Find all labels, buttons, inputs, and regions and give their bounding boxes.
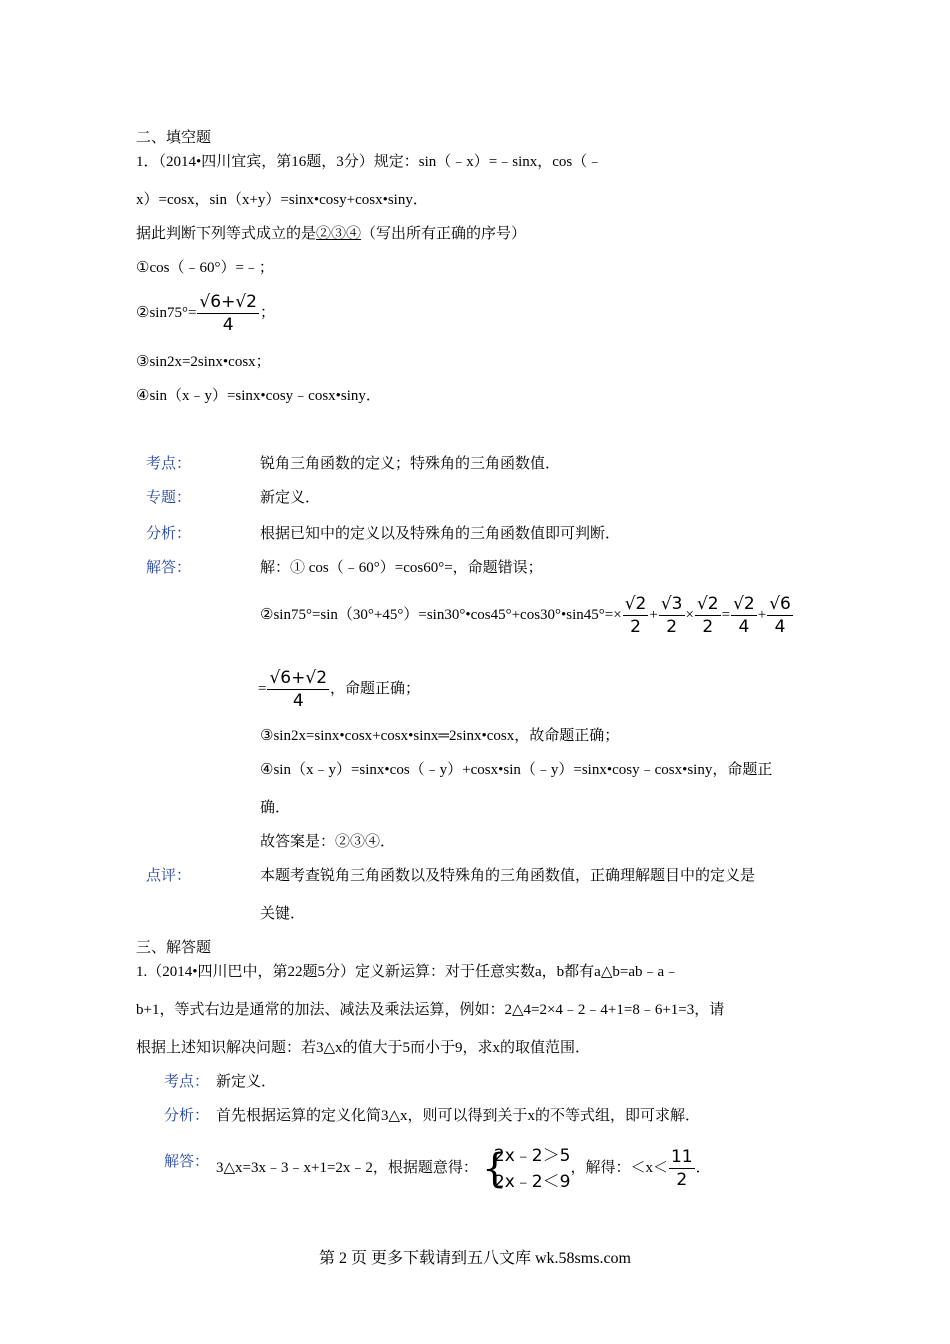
jieda-line-7: 故答案是：②③④． [260, 834, 396, 850]
fraction-numerator: √6 [769, 593, 791, 614]
system-brace: { [481, 1145, 508, 1192]
section-title-solve: 三、解答题 [136, 940, 212, 956]
plus-sign: + [757, 607, 767, 623]
fraction-numerator: √3 [660, 593, 683, 614]
equals-sign: = [721, 607, 731, 623]
fraction-denominator: 2 [702, 616, 714, 637]
jieda-2-end: ． [695, 1160, 711, 1176]
fraction-numerator: √2 [733, 593, 755, 614]
fraction-numerator: √2 [696, 593, 719, 614]
option-2-fraction [197, 291, 259, 335]
jieda-line-6: 确． [260, 800, 291, 816]
fenxi-text: 根据已知中的定义以及特殊角的三角函数值即可判断． [260, 526, 621, 542]
question-1-line-1 [136, 152, 602, 172]
fenxi-2-text: 首先根据运算的定义化简3△x，则可以得到关于x的不等式组，即可求解． [216, 1108, 701, 1124]
jieda-2-result: ，解得：＜x＜ [570, 1160, 668, 1176]
fraction-numerator: 11 [670, 1146, 693, 1167]
times-sign: × [685, 607, 694, 623]
jieda-line-4: ③sin2x=sinx•cosx+cosx•sinx═2sinx•cosx，故命题正确； [260, 728, 620, 744]
fraction-numerator: √2 [624, 593, 647, 614]
label-jieda-2: 解答： [164, 1154, 210, 1170]
option-3: ③sin2x=2sinx•cosx； [136, 354, 271, 370]
jieda-2-text: 3△x=3x﹣3﹣x+1=2x﹣2，根据题意得： [216, 1160, 478, 1176]
rule-text-a: sin（﹣x）=﹣sinx，cos（﹣ [418, 154, 603, 170]
dianping-line-2: 关键． [260, 906, 306, 922]
dianping-line-1: 本题考查锐角三角函数以及特殊角的三角函数值，正确理解题目中的定义是 [260, 868, 756, 884]
section-title-fill-blank: 二、填空题 [136, 130, 212, 146]
prompt-text: 据此判断下列等式成立的是 [136, 226, 317, 242]
inequality-system [482, 1143, 571, 1195]
zhuanti-text: 新定义． [260, 490, 321, 506]
kaodian-2-text: 新定义． [216, 1074, 277, 1090]
label-jieda: 解答： [146, 560, 192, 576]
fraction-4 [731, 593, 757, 637]
page-footer: 第 2 页 更多下载请到五八文库 wk.58sms.com [318, 1250, 631, 1267]
question-1-line-3 [136, 224, 526, 244]
fraction-numerator: √6+√2 [199, 291, 257, 312]
answer-blank: ②③④ [316, 226, 362, 242]
option-2 [136, 290, 275, 336]
fraction-2 [659, 593, 685, 637]
jieda-line-3-text: ，命题正确； [330, 681, 421, 697]
fraction-5 [767, 593, 793, 637]
option-2-end: ； [259, 305, 275, 321]
inequality-2: 2x﹣2＜9 [493, 1171, 571, 1192]
question-2-line-2: b+1，等式右边是通常的加法、减法及乘法运算，例如：2△4=2×4﹣2﹣4+1=8﹣6+1=3，请 [136, 1002, 725, 1018]
fraction-denominator: 4 [292, 690, 304, 711]
fraction-6 [267, 667, 329, 711]
question-number: 1． [136, 154, 159, 170]
fraction-3 [695, 593, 721, 637]
label-dianping: 点评： [146, 868, 192, 884]
option-1: ①cos（﹣60°）=﹣； [136, 260, 274, 276]
jieda-line-1: 解：① cos（﹣60°）=cos60°=，命题错误； [260, 560, 543, 576]
question-2-line-1: 1.（2014•四川巴中，第22题5分）定义新运算：对于任意实数a，b都有a△b=ab﹣a﹣ [136, 964, 680, 980]
jieda-line-3 [258, 666, 420, 712]
answer-fraction [669, 1146, 695, 1190]
fraction-1 [623, 593, 649, 637]
inequality-1: 2x﹣2＞5 [493, 1145, 571, 1166]
fraction-denominator: 4 [774, 616, 786, 637]
fraction-denominator: 2 [630, 616, 641, 637]
label-fenxi-2: 分析： [164, 1108, 210, 1124]
label-fenxi: 分析： [146, 526, 192, 542]
fraction-denominator: 4 [222, 314, 234, 335]
plus-sign: + [649, 607, 658, 623]
jieda-line-2-text: ②sin75°=sin（30°+45°）=sin30°•cos45°+cos30°•sin45°=× [260, 607, 622, 623]
label-kaodian: 考点： [146, 456, 192, 472]
fraction-denominator: 2 [666, 616, 678, 637]
option-2-text: ②sin75°= [136, 305, 197, 321]
question-1-line-2: x）=cosx，sin（x+y）=sinx•cosy+cosx•siny． [136, 192, 428, 208]
question-source: （2014•四川宜宾，第16题，3分）规定： [158, 154, 419, 170]
prompt-hint: （写出所有正确的序号） [361, 226, 527, 242]
label-kaodian-2: 考点： [164, 1074, 210, 1090]
jieda-line-5: ④sin（x﹣y）=sinx•cos（﹣y）+cosx•sin（﹣y）=sinx•cosy﹣cosx•siny，命题正 [260, 762, 773, 778]
kaodian-text: 锐角三角函数的定义；特殊角的三角函数值． [260, 456, 561, 472]
fraction-denominator: 2 [676, 1169, 688, 1190]
jieda-2-line [216, 1140, 711, 1196]
equals-sign: = [258, 681, 267, 697]
fraction-denominator: 4 [738, 616, 750, 637]
label-zhuanti: 专题： [146, 490, 192, 506]
fraction-numerator: √6+√2 [269, 667, 328, 688]
option-4: ④sin（x﹣y）=sinx•cosy﹣cosx•siny． [136, 388, 381, 404]
question-2-line-3: 根据上述知识解决问题：若3△x的值大于5而小于9，求x的取值范围． [136, 1040, 591, 1056]
jieda-line-2 [260, 592, 794, 638]
